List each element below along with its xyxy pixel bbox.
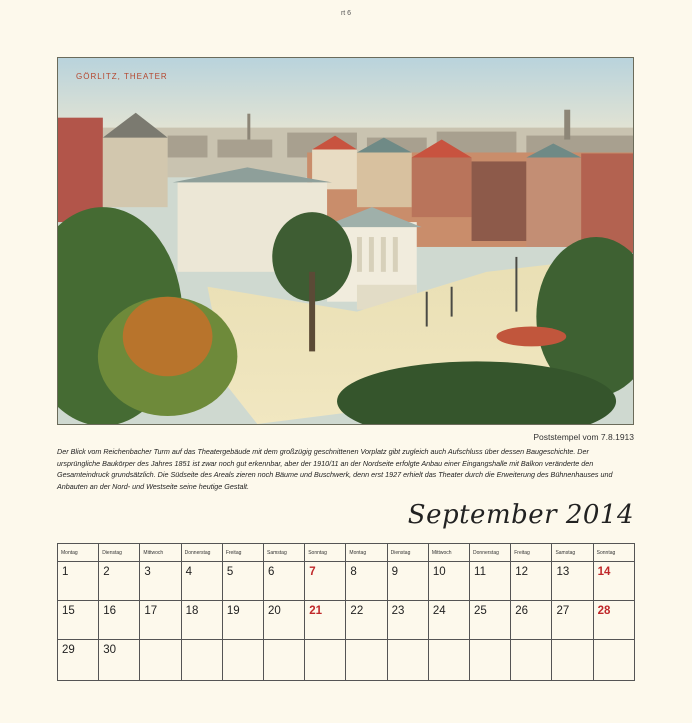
calendar-day: 19 [222, 601, 263, 640]
weekday-header: Mittwoch [428, 544, 469, 562]
calendar-day: 25 [470, 601, 511, 640]
postcard-title-imprint: GÖRLITZ, THEATER [76, 72, 168, 81]
calendar-day: 9 [387, 562, 428, 601]
page-number: rt 6 [340, 10, 352, 17]
calendar-day: 26 [511, 601, 552, 640]
calendar-day-sunday: 14 [593, 562, 634, 601]
calendar-day [552, 640, 593, 681]
calendar-day-sunday: 21 [305, 601, 346, 640]
weekday-header: Samstag [552, 544, 593, 562]
calendar-day: 27 [552, 601, 593, 640]
calendar-day: 30 [99, 640, 140, 681]
calendar-day: 1 [58, 562, 99, 601]
calendar-day: 15 [58, 601, 99, 640]
calendar-day [181, 640, 222, 681]
calendar-week-row [58, 640, 635, 681]
calendar-day [428, 640, 469, 681]
calendar-week-row [58, 562, 635, 601]
calendar-day: 20 [264, 601, 305, 640]
weekday-header: Freitag [511, 544, 552, 562]
weekday-header: Montag [58, 544, 99, 562]
weekday-header: Samstag [264, 544, 305, 562]
calendar-day: 2 [99, 562, 140, 601]
calendar-day: 24 [428, 601, 469, 640]
calendar-day: 10 [428, 562, 469, 601]
weekday-header: Donnerstag [470, 544, 511, 562]
calendar-day [222, 640, 263, 681]
calendar-day [140, 640, 181, 681]
calendar-day-sunday: 28 [593, 601, 634, 640]
photo-description: Der Blick vom Reichenbacher Turm auf das Theatergebäude mit dem großzügig geschnittenen Vorplatz gibt zugleich auch Aufschluss über dessen Baugeschichte. Der ursprüngliche Baukörper des Jahres 1851 ist zwar noch gut erkennbar, aber der 1910/11 an der Nordseite erfolgte Anbau einer Eingangshalle mit Balkon veränderte den Gesamteindruck grundsätzlich. Die Südseite des Areals zieren noch Bäume und Buschwerk, denn erst 1927 erhielt das Theater durch die Erweiterung des Bühnenhauses und Anbauten an der Nord- und Westseite seine heutige Gestalt. [57, 447, 613, 491]
month-title: September 2014 [407, 500, 634, 530]
weekday-header: Sonntag [593, 544, 634, 562]
calendar-day: 8 [346, 562, 387, 601]
weekday-header: Montag [346, 544, 387, 562]
calendar-day: 5 [222, 562, 263, 601]
weekday-header: Mittwoch [140, 544, 181, 562]
calendar-day-sunday [305, 640, 346, 681]
calendar-day [387, 640, 428, 681]
calendar-day: 23 [387, 601, 428, 640]
calendar-day: 16 [99, 601, 140, 640]
calendar-day: 17 [140, 601, 181, 640]
calendar-day: 12 [511, 562, 552, 601]
weekday-header: Sonntag [305, 544, 346, 562]
calendar-grid [57, 543, 635, 681]
calendar-day: 3 [140, 562, 181, 601]
calendar-week-row [58, 601, 635, 640]
weekday-header: Donnerstag [181, 544, 222, 562]
calendar-day: 6 [264, 562, 305, 601]
calendar-day [264, 640, 305, 681]
calendar-day-sunday [593, 640, 634, 681]
postmark-caption: Poststempel vom 7.8.1913 [533, 432, 634, 442]
calendar-day: 11 [470, 562, 511, 601]
weekday-header-row [58, 544, 635, 562]
calendar-day: 4 [181, 562, 222, 601]
weekday-header: Dienstag [99, 544, 140, 562]
calendar-day: 22 [346, 601, 387, 640]
weekday-header: Freitag [222, 544, 263, 562]
calendar-day: 18 [181, 601, 222, 640]
theater-square-illustration [58, 58, 633, 424]
weekday-header: Dienstag [387, 544, 428, 562]
calendar-day: 29 [58, 640, 99, 681]
calendar-day [511, 640, 552, 681]
calendar-day [346, 640, 387, 681]
historic-postcard-image [57, 57, 634, 425]
calendar-day: 13 [552, 562, 593, 601]
calendar-day [470, 640, 511, 681]
calendar-day-sunday: 7 [305, 562, 346, 601]
